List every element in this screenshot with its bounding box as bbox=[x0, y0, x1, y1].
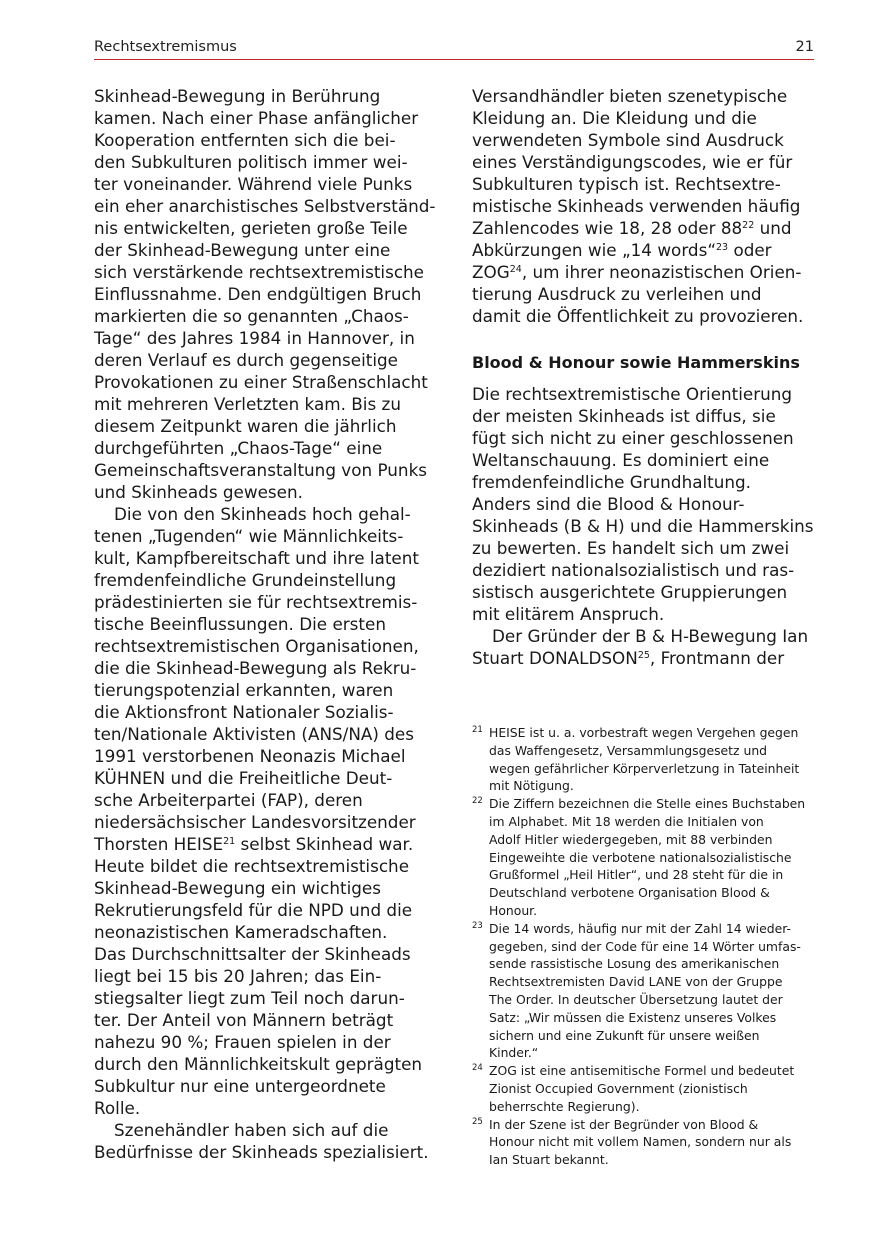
text-line bbox=[94, 569, 436, 591]
line-text: liegt bei 15 bis 20 Jahren; das Ein- bbox=[94, 966, 382, 986]
running-title: Rechtsextremismus bbox=[94, 39, 237, 55]
line-text: tenen „Tugenden“ wie Männlichkeits- bbox=[94, 526, 404, 546]
text-line bbox=[94, 767, 436, 789]
line-text: eines Verständigungscodes, wie er für bbox=[472, 152, 793, 172]
text-line bbox=[472, 647, 814, 669]
line-text: markierten die so genannten „Chaos- bbox=[94, 306, 409, 326]
footnote-line: Kinder.“ bbox=[489, 1045, 539, 1061]
line-text: Subkulturen typisch ist. Rechtsextre- bbox=[472, 174, 781, 194]
text-line bbox=[94, 877, 436, 899]
text-line bbox=[472, 493, 814, 515]
line-text: Versandhändler bieten szenetypische bbox=[472, 86, 788, 106]
line-text: Rolle. bbox=[94, 1098, 141, 1118]
line-text: durch den Männlichkeitskult geprägten bbox=[94, 1054, 423, 1074]
footnote bbox=[472, 724, 817, 795]
text-line bbox=[94, 239, 436, 261]
line-text: Anders sind die Blood & Honour- bbox=[472, 494, 745, 514]
text-line bbox=[94, 723, 436, 745]
text-line bbox=[94, 481, 436, 503]
line-text: damit die Öffentlichkeit zu provozieren. bbox=[472, 306, 804, 326]
footnote-line: beherrschte Regierung). bbox=[489, 1098, 640, 1114]
line-text: durchgeführten „Chaos-Tage“ eine bbox=[94, 438, 383, 458]
footnote-line: Honour. bbox=[489, 902, 538, 918]
line-text: Weltanschauung. Es dominiert eine bbox=[472, 450, 770, 470]
footnote-number: 25 bbox=[472, 1116, 483, 1127]
footnote-line: Grußformel „Heil Hitler“, und 28 steht für die in bbox=[489, 867, 784, 883]
text-line bbox=[94, 1009, 436, 1031]
line-text-after: , Frontmann der bbox=[649, 648, 785, 668]
text-line bbox=[472, 217, 814, 239]
text-line bbox=[94, 855, 436, 877]
text-line bbox=[472, 85, 814, 107]
text-line bbox=[472, 471, 814, 493]
line-text: ter voneinander. Während viele Punks bbox=[94, 174, 413, 194]
text-line bbox=[472, 625, 814, 647]
text-line bbox=[94, 437, 436, 459]
footnote-reference[interactable]: 25 bbox=[637, 650, 650, 661]
footnote-line: sende rassistische Losung des amerikanischen bbox=[489, 956, 780, 972]
text-line bbox=[94, 85, 436, 107]
footnote-number: 22 bbox=[472, 796, 483, 807]
line-text: kult, Kampfbereitschaft und ihre latent bbox=[94, 548, 419, 568]
line-text: Die von den Skinheads hoch gehal- bbox=[114, 504, 411, 524]
text-line bbox=[94, 635, 436, 657]
text-line bbox=[94, 811, 436, 833]
text-line bbox=[94, 547, 436, 569]
text-line bbox=[94, 745, 436, 767]
line-text: verwendeten Symbole sind Ausdruck bbox=[472, 130, 784, 150]
text-line bbox=[94, 415, 436, 437]
text-line bbox=[94, 503, 436, 525]
text-line bbox=[472, 581, 814, 603]
footnote bbox=[472, 1116, 817, 1169]
section-heading: Blood & Honour sowie Hammerskins bbox=[472, 353, 800, 372]
line-text: Skinhead-Bewegung in Berührung bbox=[94, 86, 381, 106]
footnote-line: Die Ziffern bezeichnen die Stelle eines Buchstaben bbox=[489, 796, 806, 812]
line-text: Zahlencodes wie 18, 28 oder 88 bbox=[472, 218, 743, 238]
line-text: zu bewerten. Es handelt sich um zwei bbox=[472, 538, 790, 558]
text-line bbox=[472, 449, 814, 471]
footnote-line: In der Szene ist der Begründer von Blood & bbox=[489, 1116, 759, 1132]
right-text-column bbox=[472, 85, 814, 669]
text-line bbox=[94, 107, 436, 129]
text-line bbox=[94, 591, 436, 613]
text-line bbox=[94, 1031, 436, 1053]
running-header bbox=[94, 37, 814, 60]
line-text: rechtsextremistischen Organisationen, bbox=[94, 636, 419, 656]
line-text: kamen. Nach einer Phase anfänglicher bbox=[94, 108, 419, 128]
text-line bbox=[94, 899, 436, 921]
footnote-number: 23 bbox=[472, 920, 483, 931]
line-text: deren Verlauf es durch gegenseitige bbox=[94, 350, 398, 370]
footnote-reference[interactable]: 22 bbox=[742, 220, 755, 231]
text-line bbox=[472, 515, 814, 537]
footnote-line: wegen gefährlicher Körperverletzung in Tateinheit bbox=[489, 760, 800, 776]
line-text: tierung Ausdruck zu verleihen und bbox=[472, 284, 762, 304]
footnote-line: HEISE ist u. a. vorbestraft wegen Vergehen gegen bbox=[489, 725, 799, 740]
footnote bbox=[472, 1062, 817, 1115]
line-text: fremdenfeindliche Grundeinstellung bbox=[94, 570, 397, 590]
line-text: stiegsalter liegt zum Teil noch darun- bbox=[94, 988, 405, 1008]
line-text: Kleidung an. Die Kleidung und die bbox=[472, 108, 757, 128]
line-text: der meisten Skinheads ist diffus, sie bbox=[472, 406, 776, 426]
line-text-after: und bbox=[754, 218, 792, 238]
text-line bbox=[94, 1097, 436, 1119]
text-line bbox=[472, 151, 814, 173]
text-line bbox=[94, 525, 436, 547]
footnote-line: The Order. In deutscher Übersetzung lautet der bbox=[489, 991, 783, 1007]
line-text: Szenehändler haben sich auf die bbox=[114, 1120, 389, 1140]
left-text-column bbox=[94, 85, 436, 1163]
footnote bbox=[472, 795, 817, 920]
footnote-line: ZOG ist eine antisemitische Formel und bedeutet bbox=[489, 1063, 795, 1079]
line-text: Kooperation entfernten sich die bei- bbox=[94, 130, 396, 150]
line-text: Skinhead-Bewegung ein wichtiges bbox=[94, 878, 381, 898]
footnote-line: Zionist Occupied Government (zionistisch bbox=[489, 1080, 748, 1096]
line-text: Tage“ des Jahres 1984 in Hannover, in bbox=[94, 328, 415, 348]
text-line bbox=[94, 393, 436, 415]
text-line bbox=[94, 1141, 436, 1163]
text-line bbox=[94, 679, 436, 701]
footnote-line: gegeben, sind der Code für eine 14 Wörter umfas- bbox=[489, 938, 801, 954]
line-text: sistisch ausgerichtete Gruppierungen bbox=[472, 582, 788, 602]
text-line bbox=[472, 603, 814, 625]
text-line bbox=[472, 107, 814, 129]
text-line bbox=[94, 305, 436, 327]
footnote-line: Deutschland verbotene Organisation Blood & bbox=[489, 885, 770, 901]
text-line bbox=[94, 701, 436, 723]
footnote-line: Rechtsextremisten David LANE von der Gruppe bbox=[489, 974, 783, 990]
line-text: fügt sich nicht zu einer geschlossenen bbox=[472, 428, 794, 448]
line-text-after: , um ihrer neonazistischen Orien- bbox=[521, 262, 802, 282]
text-line bbox=[94, 129, 436, 151]
text-line bbox=[472, 305, 814, 327]
line-text: sche Arbeiterpartei (FAP), deren bbox=[94, 790, 363, 810]
line-text: Gemeinschaftsveranstaltung von Punks bbox=[94, 460, 428, 480]
text-line bbox=[472, 405, 814, 427]
footnote bbox=[472, 920, 817, 1062]
text-line bbox=[472, 383, 814, 405]
line-text: tierungspotenzial erkannten, waren bbox=[94, 680, 394, 700]
line-text: und Skinheads gewesen. bbox=[94, 482, 303, 502]
text-line bbox=[94, 173, 436, 195]
footnote-line: Die 14 words, häufig nur mit der Zahl 14 wieder- bbox=[489, 920, 791, 936]
text-line bbox=[94, 327, 436, 349]
right-column-bottom-text bbox=[472, 383, 814, 669]
line-text: Die rechtsextremistische Orientierung bbox=[472, 384, 793, 404]
line-text: ten/Nationale Aktivisten (ANS/NA) des bbox=[94, 724, 414, 744]
line-text: tische Beeinflussungen. Die ersten bbox=[94, 614, 386, 634]
text-line bbox=[472, 283, 814, 305]
footnote-line: Honour nicht mit vollem Namen, sondern nur als bbox=[489, 1134, 792, 1150]
line-text-after: oder bbox=[728, 240, 772, 260]
text-line bbox=[94, 921, 436, 943]
line-text: niedersächsischer Landesvorsitzender bbox=[94, 812, 416, 832]
line-text: der Skinhead-Bewegung unter eine bbox=[94, 240, 391, 260]
line-text: neonazistischen Kameradschaften. bbox=[94, 922, 388, 942]
line-text: 1991 verstorbenen Neonazis Michael bbox=[94, 746, 406, 766]
text-line bbox=[472, 427, 814, 449]
text-line bbox=[94, 1053, 436, 1075]
line-text: ZOG bbox=[472, 262, 510, 282]
line-text: mistische Skinheads verwenden häufig bbox=[472, 196, 801, 216]
footnote-number: 24 bbox=[472, 1063, 483, 1074]
text-line bbox=[94, 459, 436, 481]
footnote-line: Satz: „Wir müssen die Existenz unseres Volkes bbox=[489, 1009, 777, 1025]
line-text: mit elitärem Anspruch. bbox=[472, 604, 665, 624]
text-line bbox=[94, 833, 436, 855]
page-number: 21 bbox=[795, 39, 814, 55]
line-text: Einflussnahme. Den endgültigen Bruch bbox=[94, 284, 422, 304]
text-line bbox=[472, 129, 814, 151]
line-text: sich verstärkende rechtsextremistische bbox=[94, 262, 425, 282]
footnote-line: sichern und eine Zukunft für unsere weißen bbox=[489, 1027, 760, 1043]
text-line bbox=[94, 1075, 436, 1097]
text-line bbox=[94, 371, 436, 393]
text-line bbox=[94, 1119, 436, 1141]
line-text: ein eher anarchistisches Selbstverständ- bbox=[94, 196, 436, 216]
text-line bbox=[94, 943, 436, 965]
text-line bbox=[472, 195, 814, 217]
line-text: ter. Der Anteil von Männern beträgt bbox=[94, 1010, 394, 1030]
line-text: fremdenfeindliche Grundhaltung. bbox=[472, 472, 751, 492]
right-column-top-text bbox=[472, 85, 814, 327]
text-line bbox=[94, 987, 436, 1009]
line-text: den Subkulturen politisch immer wei- bbox=[94, 152, 408, 172]
footnote-line: Adolf Hitler wiedergegeben, mit 88 verbinden bbox=[489, 831, 773, 847]
text-line bbox=[94, 151, 436, 173]
text-line bbox=[472, 537, 814, 559]
footnote-reference[interactable]: 23 bbox=[716, 242, 729, 253]
text-line bbox=[472, 559, 814, 581]
footnote-number: 21 bbox=[472, 725, 483, 735]
text-line bbox=[94, 789, 436, 811]
text-line bbox=[472, 261, 814, 283]
footnote-reference[interactable]: 24 bbox=[509, 264, 522, 275]
line-text: Rekrutierungsfeld für die NPD und die bbox=[94, 900, 413, 920]
text-line bbox=[472, 239, 814, 261]
text-line bbox=[94, 217, 436, 239]
line-text: Subkultur nur eine untergeordnete bbox=[94, 1076, 386, 1096]
line-text: nahezu 90 %; Frauen spielen in der bbox=[94, 1032, 391, 1052]
line-text: Abkürzungen wie „14 words“ bbox=[472, 240, 717, 260]
line-text: die die Skinhead-Bewegung als Rekru- bbox=[94, 658, 417, 678]
line-text: die Aktionsfront Nationaler Sozialis- bbox=[94, 702, 394, 722]
footnote-line: das Waffengesetz, Versammlungsgesetz und bbox=[489, 742, 768, 758]
text-line bbox=[94, 349, 436, 371]
line-text: mit mehreren Verletzten kam. Bis zu bbox=[94, 394, 401, 414]
text-line bbox=[94, 195, 436, 217]
footnote-line: im Alphabet. Mit 18 werden die Initialen von bbox=[489, 813, 764, 829]
line-text: Der Gründer der B & H-Bewegung Ian bbox=[492, 626, 809, 646]
line-text: Provokationen zu einer Straßenschlacht bbox=[94, 372, 428, 392]
line-text: Heute bildet die rechtsextremistische bbox=[94, 856, 410, 876]
line-text: Bedürfnisse der Skinheads spezialisiert. bbox=[94, 1142, 429, 1162]
line-text: Skinheads (B & H) und die Hammerskins bbox=[472, 516, 814, 536]
line-text-after: selbst Skinhead war. bbox=[235, 834, 414, 854]
text-line bbox=[94, 283, 436, 305]
line-text: prädestinierten sie für rechtsextremis- bbox=[94, 592, 418, 612]
footnotes bbox=[472, 724, 817, 1169]
footnote-line: Eingeweihte die verbotene nationalsozialistische bbox=[489, 849, 792, 865]
line-text: diesem Zeitpunkt waren die jährlich bbox=[94, 416, 397, 436]
line-text: Stuart DONALDSON bbox=[472, 648, 638, 668]
text-line bbox=[94, 965, 436, 987]
line-text: nis entwickelten, gerieten große Teile bbox=[94, 218, 408, 238]
line-text: Thorsten HEISE bbox=[94, 834, 224, 854]
text-line bbox=[94, 261, 436, 283]
text-line bbox=[472, 173, 814, 195]
footnote-line: Ian Stuart bekannt. bbox=[489, 1152, 609, 1168]
line-text: dezidiert nationalsozialistisch und ras- bbox=[472, 560, 795, 580]
line-text: KÜHNEN und die Freiheitliche Deut- bbox=[94, 768, 393, 788]
text-line bbox=[94, 613, 436, 635]
footnote-reference[interactable]: 21 bbox=[223, 836, 236, 847]
text-line bbox=[94, 657, 436, 679]
footnote-line: mit Nötigung. bbox=[489, 778, 574, 794]
line-text: Das Durchschnittsalter der Skinheads bbox=[94, 944, 411, 964]
